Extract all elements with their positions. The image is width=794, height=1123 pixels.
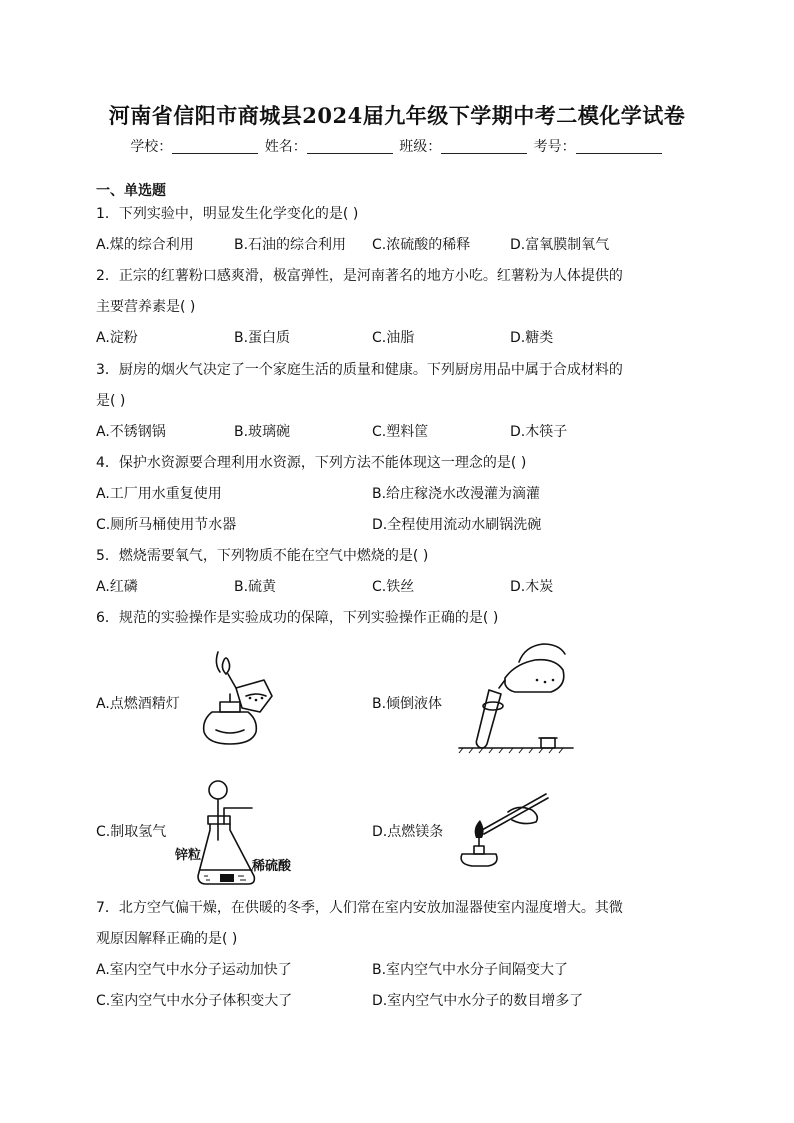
name-label: 姓名： <box>264 139 307 155</box>
name-blank <box>307 139 393 154</box>
pouring-liquid-figure <box>455 640 575 755</box>
question-2-stem-line-2: 主要营养素是( ) <box>96 299 196 315</box>
question-7-stem-line-2: 观原因解释正确的是( ) <box>96 931 238 947</box>
q5-option-a: A.红磷 <box>96 579 138 595</box>
school-label: 学校： <box>130 139 173 155</box>
question-5-stem: 5．燃烧需要氧气，下列物质不能在空气中燃烧的是( ) <box>96 548 429 564</box>
burning-magnesium-figure <box>452 790 552 870</box>
q1-option-c: C.浓硫酸的稀释 <box>372 237 471 253</box>
q5-option-b: B.硫黄 <box>234 579 277 595</box>
q6-option-b: B.倾倒液体 <box>372 696 443 712</box>
q4-option-a: A.工厂用水重复使用 <box>96 486 222 502</box>
q3-option-d: D.木筷子 <box>510 424 568 440</box>
q2-option-c: C.油脂 <box>372 330 415 346</box>
q4-option-b: B.给庄稼浇水改漫灌为滴灌 <box>372 486 541 502</box>
exam-no-blank <box>576 139 662 154</box>
q2-option-d: D.糖类 <box>510 330 554 346</box>
dilute-sulfuric-acid-label: 稀硫酸 <box>252 859 292 874</box>
question-3-stem-line-1: 3．厨房的烟火气决定了一个家庭生活的质量和健康。下列厨房用品中属于合成材料的 <box>96 362 623 378</box>
q7-option-d: D.室内空气中水分子的数目增多了 <box>372 993 584 1009</box>
q4-option-c: C.厕所马桶使用节水器 <box>96 517 237 533</box>
q7-option-c: C.室内空气中水分子体积变大了 <box>96 993 293 1009</box>
q6-option-d: D.点燃镁条 <box>372 824 444 840</box>
q5-option-c: C.铁丝 <box>372 579 415 595</box>
page-title: 河南省信阳市商城县2024届九年级下学期中考二模化学试卷 <box>108 103 686 128</box>
class-blank <box>441 139 527 154</box>
exam-no-label: 考号： <box>533 139 576 155</box>
question-4-stem: 4．保护水资源要合理利用水资源，下列方法不能体现这一理念的是( ) <box>96 455 527 471</box>
q1-option-b: B.石油的综合利用 <box>234 237 347 253</box>
zinc-granules-label: 锌粒 <box>175 848 202 863</box>
q2-option-b: B.蛋白质 <box>234 330 291 346</box>
q3-option-c: C.塑料筐 <box>372 424 429 440</box>
q5-option-d: D.木炭 <box>510 579 554 595</box>
question-7-stem-line-1: 7．北方空气偏干燥，在供暖的冬季，人们常在室内安放加湿器使室内湿度增大。其微 <box>96 900 623 916</box>
q1-option-d: D.富氧膜制氧气 <box>510 237 610 253</box>
q6-option-c: C.制取氢气 <box>96 824 167 840</box>
q7-option-b: B.室内空气中水分子间隔变大了 <box>372 962 569 978</box>
question-6-stem: 6．规范的实验操作是实验成功的保障，下列实验操作正确的是( ) <box>96 610 499 626</box>
q3-option-b: B.玻璃碗 <box>234 424 291 440</box>
q1-option-a: A.煤的综合利用 <box>96 237 194 253</box>
school-blank <box>172 139 258 154</box>
q2-option-a: A.淀粉 <box>96 330 138 346</box>
q7-option-a: A.室内空气中水分子运动加快了 <box>96 962 292 978</box>
q3-option-a: A.不锈钢锅 <box>96 424 166 440</box>
student-info-line <box>0 136 794 156</box>
question-2-stem-line-1: 2．正宗的红薯粉口感爽滑，极富弹性，是河南著名的地方小吃。红薯粉为人体提供的 <box>96 268 623 284</box>
class-label: 班级： <box>399 139 442 155</box>
question-3-stem-line-2: 是( ) <box>96 393 126 409</box>
q4-option-d: D.全程使用流动水刷锅洗碗 <box>372 517 542 533</box>
section-heading: 一、单选题 <box>96 183 166 199</box>
q6-option-a: A.点燃酒精灯 <box>96 696 180 712</box>
lighting-alcohol-lamp-figure <box>190 650 280 750</box>
question-1-stem: 1．下列实验中，明显发生化学变化的是( ) <box>96 206 359 222</box>
